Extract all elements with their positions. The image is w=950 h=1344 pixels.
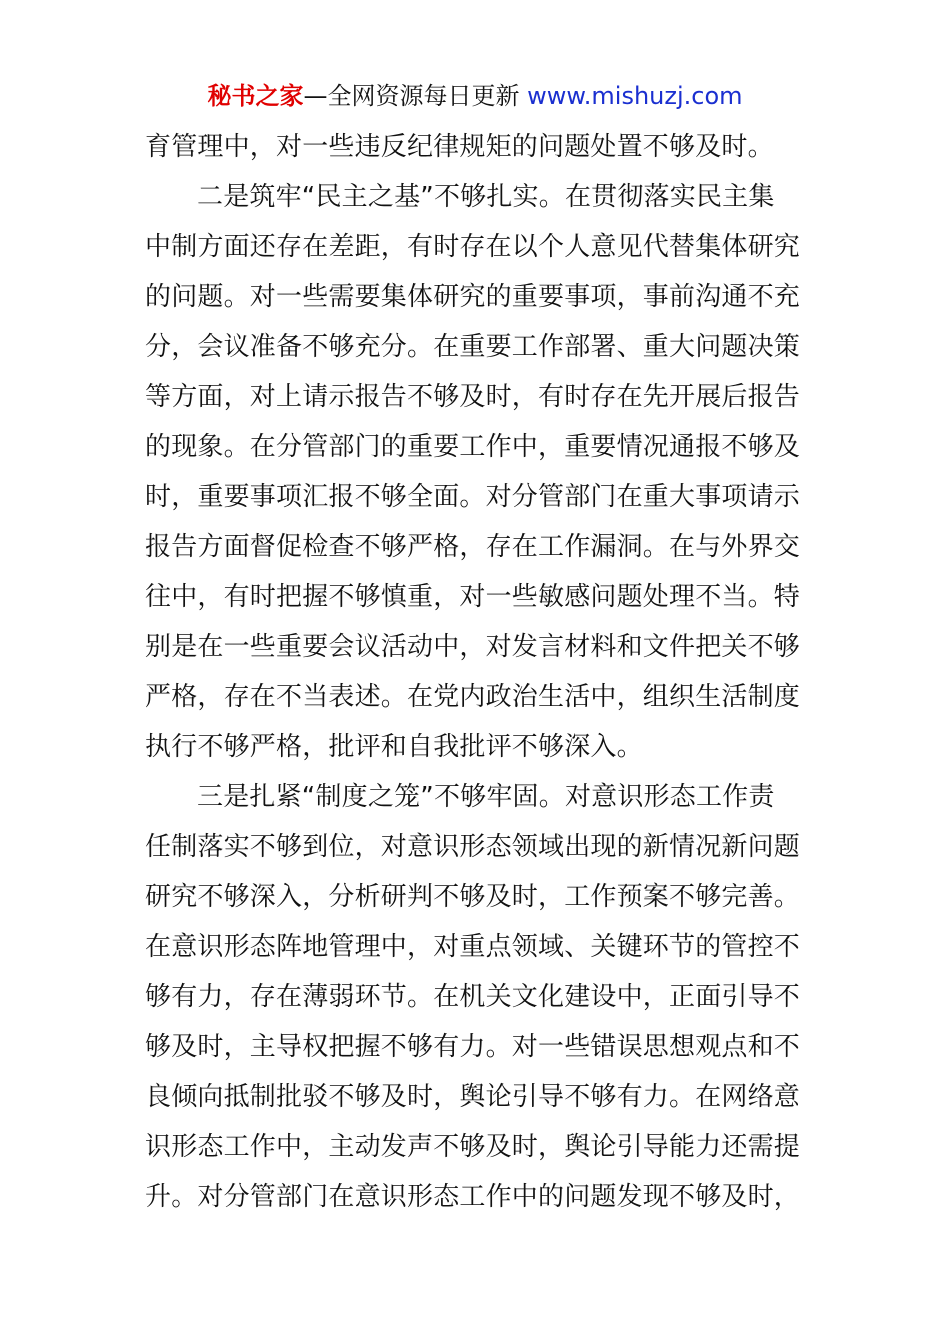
- site-header: [0, 80, 950, 112]
- text-line: 分，会议准备不够充分。在重要工作部署、重大问题决策: [145, 332, 801, 362]
- text-line: 严格，存在不当表述。在党内政治生活中，组织生活制度: [145, 682, 801, 712]
- text-line: 报告方面督促检查不够严格，存在工作漏洞。在与外界交: [145, 532, 801, 562]
- header-tagline: —全网资源每日更新: [303, 82, 528, 110]
- paragraph-start-line: 二是筑牢“民主之基”不够扎实。在贯彻落实民主集: [197, 182, 775, 212]
- text-line: 往中，有时把握不够慎重，对一些敏感问题处理不当。特: [145, 582, 801, 612]
- text-line: 中制方面还存在差距，有时存在以个人意见代替集体研究: [145, 232, 801, 262]
- text-line: 够及时，主导权把握不够有力。对一些错误思想观点和不: [145, 1032, 801, 1062]
- text-line: 够有力，存在薄弱环节。在机关文化建设中，正面引导不: [145, 982, 801, 1012]
- text-line: 升。对分管部门在意识形态工作中的问题发现不够及时，: [145, 1182, 801, 1212]
- paragraph-start-line: 三是扎紧“制度之笼”不够牢固。对意识形态工作责: [197, 782, 775, 812]
- text-line: 育管理中，对一些违反纪律规矩的问题处置不够及时。: [145, 132, 774, 162]
- text-line: 的现象。在分管部门的重要工作中，重要情况通报不够及: [145, 432, 801, 462]
- text-line: 研究不够深入，分析研判不够及时，工作预案不够完善。: [145, 882, 801, 912]
- text-line: 别是在一些重要会议活动中，对发言材料和文件把关不够: [145, 632, 801, 662]
- text-line: 识形态工作中，主动发声不够及时，舆论引导能力还需提: [145, 1132, 801, 1162]
- text-line: 良倾向抵制批驳不够及时，舆论引导不够有力。在网络意: [145, 1082, 801, 1112]
- text-line: 的问题。对一些需要集体研究的重要事项，事前沟通不充: [145, 282, 801, 312]
- brand-name: 秘书之家: [207, 82, 304, 110]
- text-line: 在意识形态阵地管理中，对重点领域、关键环节的管控不: [145, 932, 801, 962]
- document-body: [145, 122, 807, 1222]
- text-line: 等方面，对上请示报告不够及时，有时存在先开展后报告: [145, 382, 801, 412]
- site-url-link[interactable]: www.mishuzj.com: [527, 82, 743, 110]
- text-line: 时，重要事项汇报不够全面。对分管部门在重大事项请示: [145, 482, 801, 512]
- text-line: 执行不够严格，批评和自我批评不够深入。: [145, 732, 643, 762]
- text-line: 任制落实不够到位，对意识形态领域出现的新情况新问题: [145, 832, 801, 862]
